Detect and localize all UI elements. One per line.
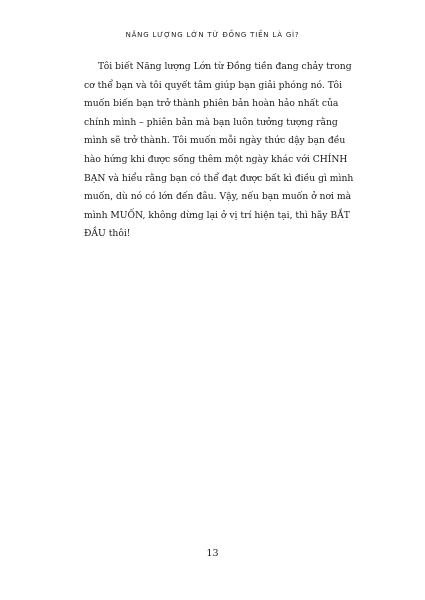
paragraph-line: hào hứng khi được sống thêm một ngày khác với CHÍNH (84, 153, 348, 165)
paragraph-line: mình sẽ trở thành. Tôi muốn mỗi ngày thức dậy bạn đều (84, 135, 346, 147)
paragraph-line: BẠN và hiểu rằng bạn có thể đạt được bất kì điều gì mình (84, 172, 354, 184)
paragraph-line: muốn, dù nó có lớn đến đâu. Vậy, nếu bạn muốn ở nơi mà (84, 191, 352, 203)
paragraph-line: mình MUỐN, không dừng lại ở vị trí hiện tại, thì hãy BẮT (84, 209, 350, 221)
paragraph-line: Tôi biết Năng lượng Lớn từ Đồng tiền đang chảy trong (98, 61, 352, 72)
paragraph-line: muốn biến bạn trở thành phiên bản hoàn hảo nhất của (84, 98, 339, 110)
paragraph-line: ĐẦU thôi! (84, 228, 131, 240)
paragraph-line: chính mình – phiên bản mà bạn luôn tưởng tượng rằng (84, 116, 338, 128)
paragraph-line: cơ thể bạn và tôi quyết tâm giúp bạn giải phóng nó. Tôi (84, 79, 343, 91)
page-number: 13 (206, 548, 219, 559)
body-paragraph (84, 58, 354, 244)
running-header: NĂNG LƯỢNG LỚN TỪ ĐỒNG TIỀN LÀ GÌ? (125, 31, 300, 39)
